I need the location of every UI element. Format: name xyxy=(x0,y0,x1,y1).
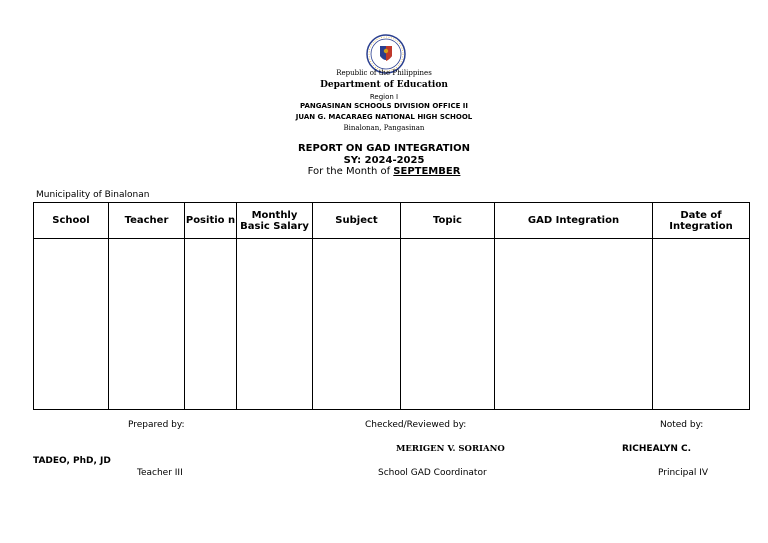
republic-line: Republic of the Philippines xyxy=(336,69,432,77)
column-header: Positio n xyxy=(185,203,237,239)
municipality-label: Municipality of Binalonan xyxy=(36,190,150,200)
column-header: School xyxy=(34,203,109,239)
checked-by-label: Checked/Reviewed by: xyxy=(365,420,467,430)
prepared-by-name: TADEO, PhD, JD xyxy=(33,456,111,466)
table-cell xyxy=(495,239,653,410)
table-cell xyxy=(401,239,495,410)
table-cell xyxy=(34,239,109,410)
table-cell xyxy=(653,239,750,410)
department-line: Department of Education xyxy=(320,80,448,90)
noted-by-name: RICHEALYN C. xyxy=(622,444,692,454)
checked-by-name: MERIGEN V. SORIANO xyxy=(396,444,505,454)
deped-seal-logo xyxy=(366,34,406,74)
table-cell xyxy=(313,239,401,410)
division-line: PANGASINAN SCHOOLS DIVISION OFFICE II xyxy=(299,102,469,110)
column-header: Teacher xyxy=(109,203,185,239)
table-cell xyxy=(237,239,313,410)
column-header: Monthly Basic Salary xyxy=(237,203,313,239)
region-line: Region I xyxy=(369,93,399,101)
month-prefix: For the Month of xyxy=(307,166,394,177)
noted-by-role: Principal IV xyxy=(658,468,709,478)
gad-integration-table xyxy=(33,202,750,410)
checked-by-role: School GAD Coordinator xyxy=(378,468,487,478)
location-line: Binalonan, Pangasinan xyxy=(343,124,425,132)
table-cell xyxy=(109,239,185,410)
report-month xyxy=(0,166,768,177)
prepared-by-role: Teacher III xyxy=(137,468,183,478)
school-line: JUAN G. MACARAEG NATIONAL HIGH SCHOOL xyxy=(295,113,473,121)
column-header: GAD Integration xyxy=(495,203,653,239)
prepared-by-label: Prepared by: xyxy=(128,420,185,430)
table-header-row xyxy=(34,203,750,239)
noted-by-label: Noted by: xyxy=(660,420,704,430)
month-value: SEPTEMBER xyxy=(393,166,461,177)
table-row xyxy=(34,239,750,410)
column-header: Topic xyxy=(401,203,495,239)
table-cell xyxy=(185,239,237,410)
school-year: SY: 2024-2025 xyxy=(343,155,425,166)
column-header: Subject xyxy=(313,203,401,239)
report-title: REPORT ON GAD INTEGRATION xyxy=(297,143,471,154)
column-header: Date of Integration xyxy=(653,203,750,239)
